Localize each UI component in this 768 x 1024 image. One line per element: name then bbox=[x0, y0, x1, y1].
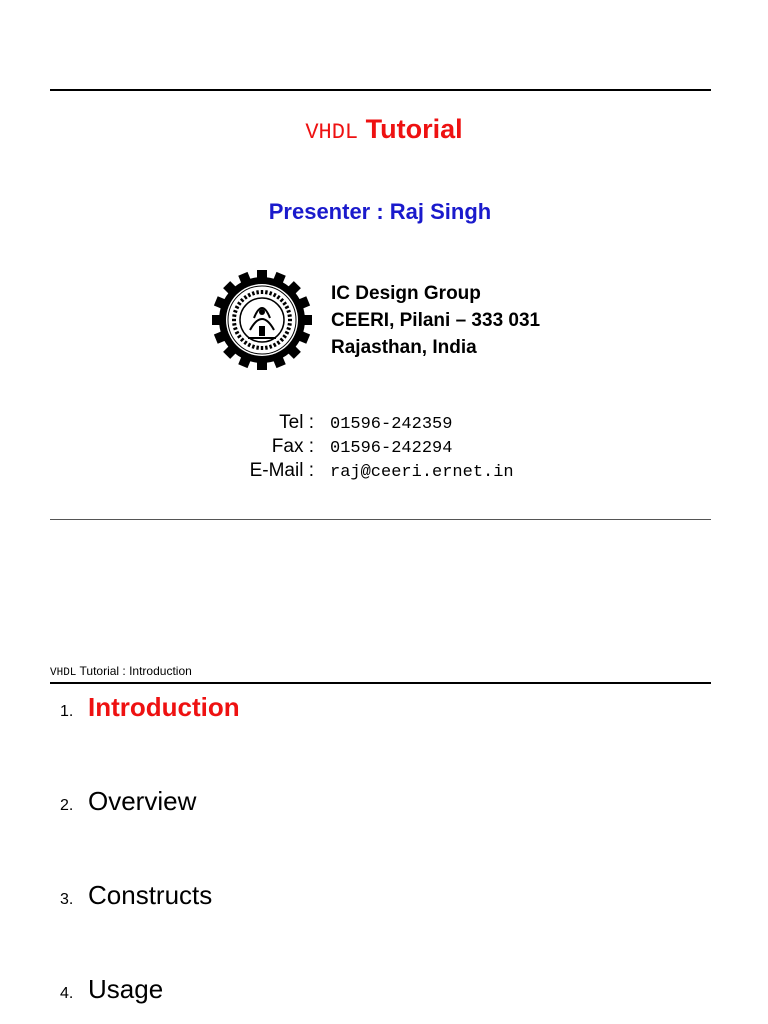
toc-item-overview[interactable] bbox=[60, 786, 196, 817]
toc-item-constructs[interactable] bbox=[60, 880, 212, 911]
toc-number: 1. bbox=[60, 703, 74, 720]
running-head bbox=[50, 664, 192, 679]
ceeri-seal-logo bbox=[210, 268, 314, 372]
contact-label: E-Mail : bbox=[249, 460, 314, 481]
slide-title bbox=[0, 114, 768, 145]
presenter-line: Presenter : Raj Singh bbox=[268, 199, 492, 224]
org-line-3: Rajasthan, India bbox=[331, 337, 477, 358]
toc-label: Introduction bbox=[88, 692, 240, 722]
contact-tel bbox=[200, 412, 600, 436]
running-head-text: Tutorial : Introduction bbox=[76, 664, 192, 678]
contact-list bbox=[200, 412, 600, 484]
org-line-2: CEERI, Pilani – 333 031 bbox=[331, 310, 541, 331]
contact-label: Tel : bbox=[279, 412, 314, 433]
running-head-vhdl: VHDL bbox=[50, 667, 77, 679]
contact-email bbox=[200, 460, 600, 484]
toc-item-usage[interactable] bbox=[60, 974, 163, 1005]
title-tutorial: Tutorial bbox=[365, 114, 463, 144]
section-rule bbox=[50, 682, 711, 684]
contact-value: 01596-242359 bbox=[330, 415, 453, 434]
toc-number: 3. bbox=[60, 891, 74, 908]
organization-block bbox=[331, 280, 540, 361]
contact-value: 01596-242294 bbox=[330, 439, 453, 458]
contact-value[interactable]: raj@ceeri.ernet.in bbox=[330, 463, 514, 482]
toc-label: Constructs bbox=[88, 880, 213, 910]
title-vhdl: VHDL bbox=[305, 120, 359, 145]
org-line-1: IC Design Group bbox=[331, 283, 481, 304]
toc-number: 2. bbox=[60, 797, 74, 814]
top-rule bbox=[50, 89, 711, 91]
toc-label: Overview bbox=[88, 786, 197, 816]
contact-fax bbox=[200, 436, 600, 460]
toc-label: Usage bbox=[88, 974, 164, 1004]
toc-number: 4. bbox=[60, 985, 74, 1002]
slide-divider bbox=[50, 519, 711, 520]
toc-item-introduction[interactable] bbox=[60, 692, 240, 723]
contact-label: Fax : bbox=[271, 436, 314, 457]
